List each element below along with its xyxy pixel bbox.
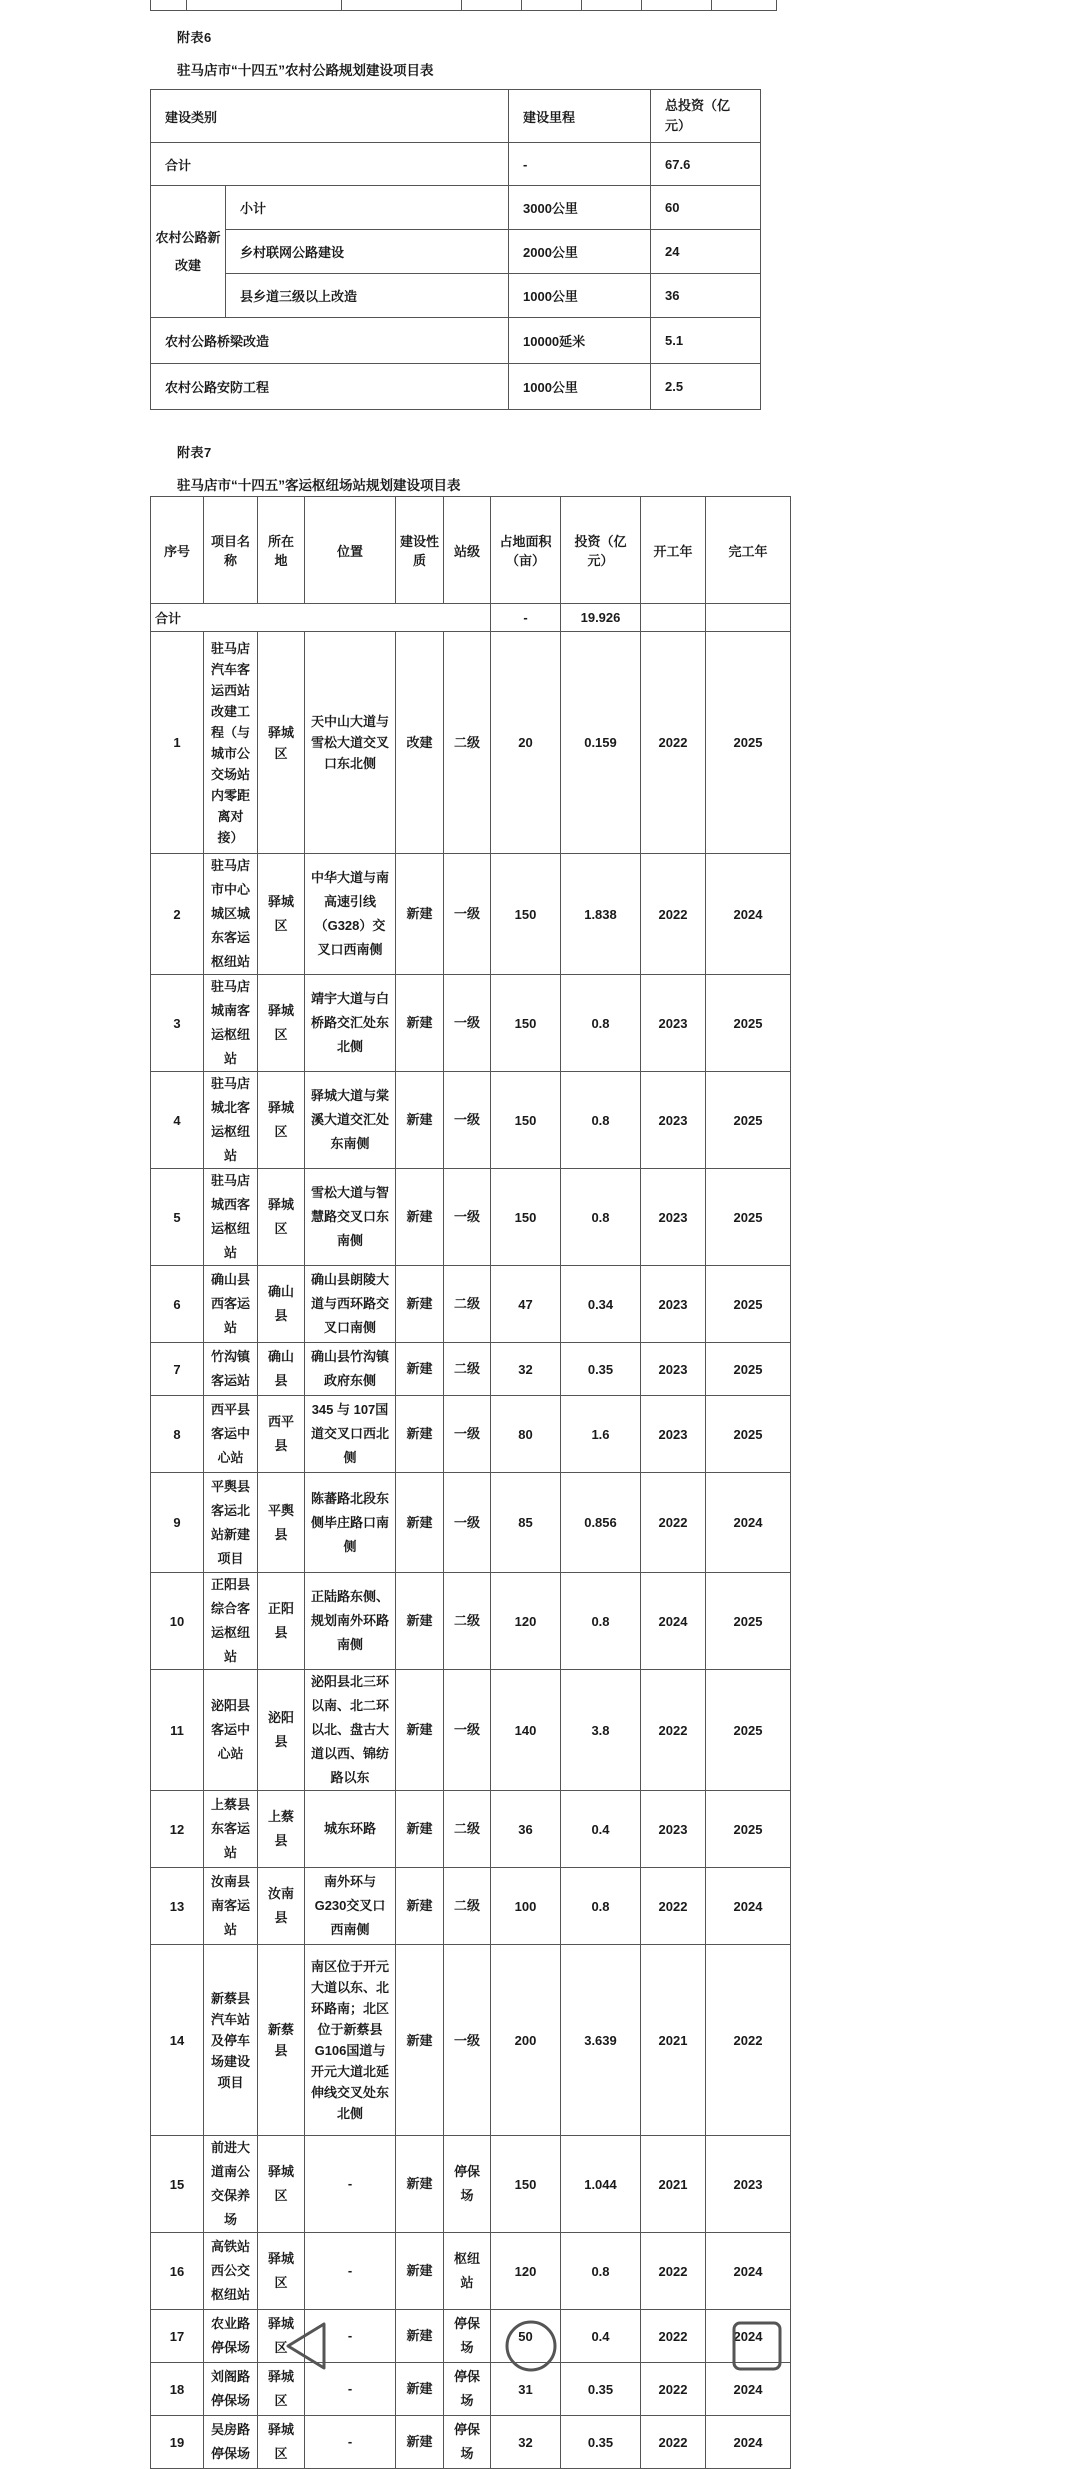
row-no: 15 [151, 2136, 204, 2233]
row-no: 7 [151, 1343, 204, 1396]
row-level: 一级 [444, 1396, 491, 1473]
row-no: 8 [151, 1396, 204, 1473]
row-location: 平舆县 [258, 1473, 305, 1573]
row-investment: 2.5 [651, 364, 761, 410]
row-location: 泌阳县 [258, 1670, 305, 1791]
row-name: 驻马店汽车客运西站改建工程（与城市公交场站内零距离对接） [204, 632, 258, 854]
row-position: 确山县竹沟镇政府东侧 [305, 1343, 396, 1396]
row-start: 2022 [641, 2363, 706, 2416]
row-name: 农村公路安防工程 [151, 364, 509, 410]
row-name: 前进大道南公交保养场 [204, 2136, 258, 2233]
table-row [151, 2136, 791, 2233]
row-location: 驿城区 [258, 2363, 305, 2416]
table-row [151, 2233, 791, 2310]
row-nature: 新建 [396, 1945, 444, 2136]
row-level: 一级 [444, 1473, 491, 1573]
row-name: 乡村联网公路建设 [226, 230, 509, 274]
row-level: 一级 [444, 1169, 491, 1266]
row-end: 2025 [706, 975, 791, 1072]
row-no: 3 [151, 975, 204, 1072]
table-row [151, 1072, 791, 1169]
back-button[interactable] [280, 2318, 336, 2374]
row-mileage: 10000延米 [509, 318, 651, 364]
row-name: 新蔡县汽车站及停车场建设项目 [204, 1945, 258, 2136]
row-investment: 24 [651, 230, 761, 274]
row-level: 一级 [444, 854, 491, 975]
row-area: 150 [491, 1169, 561, 1266]
row-level: 二级 [444, 1868, 491, 1945]
row-position: 陈蕃路北段东侧毕庄路口南侧 [305, 1473, 396, 1573]
row-end: 2024 [706, 2310, 791, 2363]
row-nature: 新建 [396, 2310, 444, 2363]
row-investment: 0.4 [561, 2310, 641, 2363]
row-investment: 0.8 [561, 1573, 641, 1670]
row-area: 36 [491, 1791, 561, 1868]
previous-table-remnant [150, 0, 777, 11]
row-mileage: 1000公里 [509, 364, 651, 410]
row-name: 驻马店城北客运枢纽站 [204, 1072, 258, 1169]
row-investment: 60 [651, 186, 761, 230]
row-investment: 1.6 [561, 1396, 641, 1473]
row-end: 2025 [706, 1169, 791, 1266]
row-position: 确山县朗陵大道与西环路交叉口南侧 [305, 1266, 396, 1343]
row-location: 驿城区 [258, 1072, 305, 1169]
row-name: 驻马店城南客运枢纽站 [204, 975, 258, 1072]
row-start: 2022 [641, 2416, 706, 2469]
row-no: 13 [151, 1868, 204, 1945]
row-name: 刘阁路停保场 [204, 2363, 258, 2416]
row-location: 汝南县 [258, 1868, 305, 1945]
row-location: 正阳县 [258, 1573, 305, 1670]
row-nature: 新建 [396, 1343, 444, 1396]
row-start: 2021 [641, 1945, 706, 2136]
row-mileage: 3000公里 [509, 186, 651, 230]
row-level: 一级 [444, 1670, 491, 1791]
row-end: 2024 [706, 2416, 791, 2469]
row-end: 2024 [706, 1868, 791, 1945]
row-area: 200 [491, 1945, 561, 2136]
group-label: 农村公路新改建 [151, 186, 226, 318]
row-area: 100 [491, 1868, 561, 1945]
row-name: 农业路停保场 [204, 2310, 258, 2363]
row-start: 2022 [641, 854, 706, 975]
row-level: 二级 [444, 1343, 491, 1396]
row-nature: 新建 [396, 1670, 444, 1791]
row-mileage: 2000公里 [509, 230, 651, 274]
row-investment: 1.838 [561, 854, 641, 975]
appendix6-caption: 附表6 [177, 30, 212, 45]
row-no: 19 [151, 2416, 204, 2469]
row-investment: 3.8 [561, 1670, 641, 1791]
row-position: - [305, 2310, 396, 2363]
passenger-hub-table [150, 496, 791, 2469]
table-row [151, 186, 761, 230]
table-row [151, 318, 761, 364]
table-row [151, 2363, 791, 2416]
row-investment: 0.35 [561, 2363, 641, 2416]
row-location: 驿城区 [258, 1169, 305, 1266]
header-name: 项目名称 [204, 497, 258, 604]
appendix7-caption: 附表7 [177, 445, 212, 460]
total-label: 合计 [151, 604, 491, 632]
row-end: 2025 [706, 1670, 791, 1791]
row-name: 高铁站西公交枢纽站 [204, 2233, 258, 2310]
row-no: 10 [151, 1573, 204, 1670]
row-position: - [305, 2416, 396, 2469]
row-investment: 0.35 [561, 1343, 641, 1396]
row-nature: 新建 [396, 1868, 444, 1945]
table-row [151, 2416, 791, 2469]
row-level: 停保场 [444, 2136, 491, 2233]
row-no: 17 [151, 2310, 204, 2363]
row-name: 驻马店市中心城区城东客运枢纽站 [204, 854, 258, 975]
recents-button[interactable] [729, 2318, 785, 2374]
row-nature: 新建 [396, 1791, 444, 1868]
row-start: 2022 [641, 2310, 706, 2363]
row-start: 2023 [641, 1266, 706, 1343]
table-row [151, 1169, 791, 1266]
row-location: 驿城区 [258, 854, 305, 975]
row-name: 泌阳县客运中心站 [204, 1670, 258, 1791]
row-investment: 0.34 [561, 1266, 641, 1343]
row-end: 2025 [706, 1343, 791, 1396]
row-nature: 新建 [396, 854, 444, 975]
total-start [641, 604, 706, 632]
row-position: 雪松大道与智慧路交叉口东南侧 [305, 1169, 396, 1266]
row-position: 天中山大道与雪松大道交叉口东北侧 [305, 632, 396, 854]
row-position: 驿城大道与棠溪大道交汇处东南侧 [305, 1072, 396, 1169]
table-row [151, 2310, 791, 2363]
rural-road-table [150, 89, 761, 410]
row-name: 汝南县南客运站 [204, 1868, 258, 1945]
row-investment: 0.8 [561, 975, 641, 1072]
table-row [151, 1473, 791, 1573]
row-name: 农村公路桥梁改造 [151, 318, 509, 364]
row-end: 2025 [706, 632, 791, 854]
table-row [151, 1670, 791, 1791]
row-area: 47 [491, 1266, 561, 1343]
row-investment: 0.8 [561, 2233, 641, 2310]
row-position: 城东环路 [305, 1791, 396, 1868]
row-no: 14 [151, 1945, 204, 2136]
home-button[interactable] [503, 2318, 559, 2374]
row-area: 80 [491, 1396, 561, 1473]
row-area: 32 [491, 2416, 561, 2469]
row-name: 驻马店城西客运枢纽站 [204, 1169, 258, 1266]
row-start: 2021 [641, 2136, 706, 2233]
row-investment: 0.4 [561, 1791, 641, 1868]
table-row [151, 1266, 791, 1343]
row-start: 2022 [641, 1473, 706, 1573]
row-no: 6 [151, 1266, 204, 1343]
row-location: 确山县 [258, 1266, 305, 1343]
total-label: 合计 [151, 143, 509, 186]
row-location: 驿城区 [258, 975, 305, 1072]
row-investment: 0.159 [561, 632, 641, 854]
table-row [151, 1868, 791, 1945]
row-location: 驿城区 [258, 2416, 305, 2469]
row-end: 2025 [706, 1266, 791, 1343]
row-investment: 3.639 [561, 1945, 641, 2136]
row-nature: 新建 [396, 1169, 444, 1266]
row-level: 停保场 [444, 2416, 491, 2469]
row-start: 2023 [641, 1169, 706, 1266]
row-level: 一级 [444, 975, 491, 1072]
row-no: 9 [151, 1473, 204, 1573]
row-investment: 0.8 [561, 1169, 641, 1266]
table-row-total [151, 604, 791, 632]
row-level: 一级 [444, 1945, 491, 2136]
row-nature: 新建 [396, 2363, 444, 2416]
row-location: 驿城区 [258, 632, 305, 854]
row-start: 2022 [641, 2233, 706, 2310]
circle-home-icon [503, 2318, 559, 2374]
table-row [151, 1396, 791, 1473]
total-end [706, 604, 791, 632]
row-position: - [305, 2136, 396, 2233]
row-name: 小计 [226, 186, 509, 230]
row-investment: 36 [651, 274, 761, 318]
table-header-row [151, 497, 791, 604]
table-row [151, 854, 791, 975]
header-position: 位置 [305, 497, 396, 604]
row-area: 32 [491, 1343, 561, 1396]
row-start: 2023 [641, 1072, 706, 1169]
row-position: - [305, 2233, 396, 2310]
row-position: 345 与 107国道交叉口西北侧 [305, 1396, 396, 1473]
row-investment: 0.8 [561, 1868, 641, 1945]
row-no: 16 [151, 2233, 204, 2310]
row-end: 2025 [706, 1396, 791, 1473]
row-position: 中华大道与南高速引线（G328）交叉口西南侧 [305, 854, 396, 975]
row-nature: 新建 [396, 1396, 444, 1473]
row-start: 2024 [641, 1573, 706, 1670]
row-area: 140 [491, 1670, 561, 1791]
header-category: 建设类别 [151, 90, 509, 143]
row-name: 竹沟镇客运站 [204, 1343, 258, 1396]
row-nature: 改建 [396, 632, 444, 854]
header-investment: 投资（亿元） [561, 497, 641, 604]
row-start: 2023 [641, 1791, 706, 1868]
row-position: - [305, 2363, 396, 2416]
row-nature: 新建 [396, 1266, 444, 1343]
row-nature: 新建 [396, 2136, 444, 2233]
row-no: 11 [151, 1670, 204, 1791]
row-name: 确山县西客运站 [204, 1266, 258, 1343]
row-position: 南外环与G230交叉口西南侧 [305, 1868, 396, 1945]
row-end: 2024 [706, 2233, 791, 2310]
table-row [151, 632, 791, 854]
row-name: 上蔡县东客运站 [204, 1791, 258, 1868]
row-investment: 0.8 [561, 1072, 641, 1169]
row-name: 县乡道三级以上改造 [226, 274, 509, 318]
table-row-total [151, 143, 761, 186]
header-mileage: 建设里程 [509, 90, 651, 143]
table-row [151, 1573, 791, 1670]
table-row [151, 1343, 791, 1396]
row-start: 2022 [641, 1868, 706, 1945]
row-start: 2022 [641, 1670, 706, 1791]
appendix6-title: 驻马店市“十四五”农村公路规划建设项目表 [177, 63, 434, 78]
row-level: 二级 [444, 1573, 491, 1670]
header-nature: 建设性质 [396, 497, 444, 604]
row-end: 2025 [706, 1573, 791, 1670]
row-end: 2024 [706, 854, 791, 975]
row-location: 上蔡县 [258, 1791, 305, 1868]
row-area: 20 [491, 632, 561, 854]
table-row [151, 230, 761, 274]
table-row [151, 1791, 791, 1868]
row-area: 31 [491, 2363, 561, 2416]
row-nature: 新建 [396, 1573, 444, 1670]
square-recents-icon [734, 2323, 780, 2369]
row-level: 二级 [444, 632, 491, 854]
row-area: 150 [491, 975, 561, 1072]
row-position: 靖宇大道与白桥路交汇处东北侧 [305, 975, 396, 1072]
appendix7-title: 驻马店市“十四五”客运枢纽场站规划建设项目表 [177, 478, 461, 493]
row-no: 4 [151, 1072, 204, 1169]
row-area: 150 [491, 854, 561, 975]
header-no: 序号 [151, 497, 204, 604]
row-area: 85 [491, 1473, 561, 1573]
row-area: 120 [491, 2233, 561, 2310]
row-name: 吴房路停保场 [204, 2416, 258, 2469]
row-nature: 新建 [396, 2416, 444, 2469]
row-no: 2 [151, 854, 204, 975]
row-level: 枢纽站 [444, 2233, 491, 2310]
row-end: 2023 [706, 2136, 791, 2233]
row-no: 5 [151, 1169, 204, 1266]
table-row [151, 975, 791, 1072]
header-level: 站级 [444, 497, 491, 604]
row-end: 2025 [706, 1791, 791, 1868]
row-end: 2024 [706, 1473, 791, 1573]
row-mileage: 1000公里 [509, 274, 651, 318]
row-location: 驿城区 [258, 2136, 305, 2233]
row-end: 2025 [706, 1072, 791, 1169]
row-position: 南区位于开元大道以东、北环路南；北区位于新蔡县G106国道与开元大道北延伸线交叉处东北侧 [305, 1945, 396, 2136]
row-start: 2023 [641, 1343, 706, 1396]
row-location: 确山县 [258, 1343, 305, 1396]
row-name: 平舆县客运北站新建项目 [204, 1473, 258, 1573]
row-start: 2022 [641, 632, 706, 854]
row-location: 西平县 [258, 1396, 305, 1473]
row-name: 西平县客运中心站 [204, 1396, 258, 1473]
row-location: 驿城区 [258, 2233, 305, 2310]
row-name: 正阳县综合客运枢纽站 [204, 1573, 258, 1670]
row-position: 泌阳县北三环以南、北二环以北、盘古大道以西、锦纺路以东 [305, 1670, 396, 1791]
row-investment: 1.044 [561, 2136, 641, 2233]
row-level: 二级 [444, 1266, 491, 1343]
row-location: 新蔡县 [258, 1945, 305, 2136]
total-mileage: - [509, 143, 651, 186]
row-position: 正陆路东侧、规划南外环路南侧 [305, 1573, 396, 1670]
row-nature: 新建 [396, 975, 444, 1072]
table-header-row [151, 90, 761, 143]
row-level: 一级 [444, 1072, 491, 1169]
table-row [151, 274, 761, 318]
header-start: 开工年 [641, 497, 706, 604]
triangle-back-icon [288, 2324, 324, 2368]
row-no: 12 [151, 1791, 204, 1868]
row-end: 2022 [706, 1945, 791, 2136]
table-row [151, 364, 761, 410]
row-end: 2024 [706, 2363, 791, 2416]
row-no: 18 [151, 2363, 204, 2416]
header-end: 完工年 [706, 497, 791, 604]
row-area: 120 [491, 1573, 561, 1670]
row-nature: 新建 [396, 2233, 444, 2310]
row-area: 150 [491, 2136, 561, 2233]
row-start: 2023 [641, 1396, 706, 1473]
row-nature: 新建 [396, 1473, 444, 1573]
row-level: 停保场 [444, 2310, 491, 2363]
row-nature: 新建 [396, 1072, 444, 1169]
row-level: 二级 [444, 1791, 491, 1868]
row-investment: 0.856 [561, 1473, 641, 1573]
table-row [151, 1945, 791, 2136]
row-location: 驿城区 [258, 2310, 305, 2363]
row-investment: 5.1 [651, 318, 761, 364]
header-location: 所在地 [258, 497, 305, 604]
total-investment: 19.926 [561, 604, 641, 632]
total-area: - [491, 604, 561, 632]
row-area: 50 [491, 2310, 561, 2363]
total-investment: 67.6 [651, 143, 761, 186]
row-level: 停保场 [444, 2363, 491, 2416]
row-no: 1 [151, 632, 204, 854]
row-area: 150 [491, 1072, 561, 1169]
header-investment: 总投资（亿元） [651, 90, 761, 143]
row-start: 2023 [641, 975, 706, 1072]
header-area: 占地面积（亩） [491, 497, 561, 604]
row-investment: 0.35 [561, 2416, 641, 2469]
